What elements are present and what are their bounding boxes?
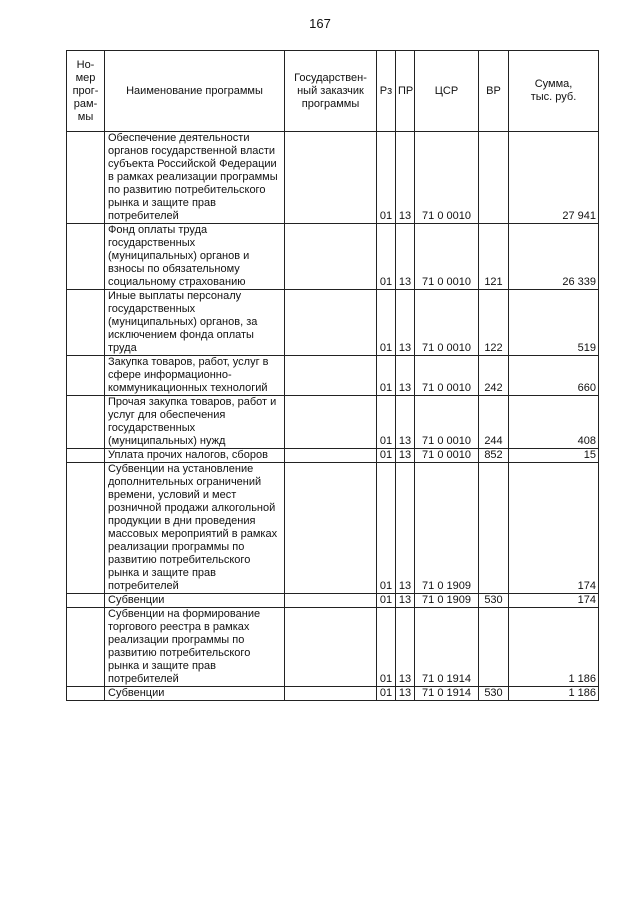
cell-program-number: [67, 224, 105, 290]
cell-pr: 13: [396, 290, 415, 356]
cell-csr: 71 0 0010: [415, 449, 479, 463]
cell-pr: 13: [396, 463, 415, 594]
cell-csr: 71 0 0010: [415, 224, 479, 290]
cell-rz: 01: [377, 132, 396, 224]
cell-rz: 01: [377, 396, 396, 449]
cell-pr: 13: [396, 594, 415, 608]
header-rz: Рз: [377, 51, 396, 132]
table-header-row: [67, 51, 599, 132]
cell-csr: 71 0 1914: [415, 687, 479, 701]
header-csr: ЦСР: [415, 51, 479, 132]
cell-program-name: Прочая закупка товаров, работ и услуг для обеспечения государственных (муниципальных) нужд: [105, 396, 285, 449]
table-row: [67, 396, 599, 449]
cell-state-customer: [285, 224, 377, 290]
cell-vr: [479, 132, 509, 224]
cell-state-customer: [285, 290, 377, 356]
cell-rz: 01: [377, 594, 396, 608]
cell-rz: 01: [377, 290, 396, 356]
cell-program-name: Субвенции: [105, 594, 285, 608]
cell-program-name: Закупка товаров, работ, услуг в сфере информационно-коммуникационных технологий: [105, 356, 285, 396]
header-state-customer: Государствен- ный заказчик программы: [285, 51, 377, 132]
cell-sum: 660: [509, 356, 599, 396]
cell-sum: 174: [509, 594, 599, 608]
cell-rz: 01: [377, 608, 396, 687]
cell-vr: 852: [479, 449, 509, 463]
cell-program-name: Уплата прочих налогов, сборов: [105, 449, 285, 463]
cell-program-number: [67, 687, 105, 701]
header-sum: Сумма, тыс. руб.: [509, 51, 599, 132]
cell-rz: 01: [377, 224, 396, 290]
table-row: [67, 132, 599, 224]
cell-program-number: [67, 449, 105, 463]
header-program-number: Но- мер прог- рам- мы: [67, 51, 105, 132]
cell-program-number: [67, 594, 105, 608]
page-number: 167: [309, 16, 331, 31]
cell-csr: 71 0 1914: [415, 608, 479, 687]
cell-vr: 121: [479, 224, 509, 290]
table-row: [67, 463, 599, 594]
table-row: [67, 224, 599, 290]
cell-program-name: Обеспечение деятельности органов государственной власти субъекта Российской Федерации в рамках реализации программы по развитию потребительского рынка и защите прав потребителей: [105, 132, 285, 224]
table-row: [67, 449, 599, 463]
cell-pr: 13: [396, 356, 415, 396]
cell-rz: 01: [377, 687, 396, 701]
cell-program-number: [67, 290, 105, 356]
cell-sum: 26 339: [509, 224, 599, 290]
cell-program-number: [67, 396, 105, 449]
cell-pr: 13: [396, 687, 415, 701]
cell-csr: 71 0 0010: [415, 290, 479, 356]
cell-csr: 71 0 0010: [415, 356, 479, 396]
table-row: [67, 290, 599, 356]
cell-program-number: [67, 608, 105, 687]
cell-csr: 71 0 1909: [415, 594, 479, 608]
cell-program-number: [67, 132, 105, 224]
cell-program-name: Субвенции на установление дополнительных ограничений времени, условий и мест розничной продажи алкогольной продукции в дни проведения массовых мероприятий в рамках реализации программы по развитию потребительского рынка и защите прав потребителей: [105, 463, 285, 594]
cell-rz: 01: [377, 463, 396, 594]
cell-sum: 1 186: [509, 608, 599, 687]
cell-rz: 01: [377, 449, 396, 463]
header-pr: ПР: [396, 51, 415, 132]
table-row: [67, 687, 599, 701]
header-vr: ВР: [479, 51, 509, 132]
cell-vr: 530: [479, 594, 509, 608]
cell-program-number: [67, 356, 105, 396]
header-program-name: Наименование программы: [105, 51, 285, 132]
cell-vr: 244: [479, 396, 509, 449]
budget-programs-table: [66, 50, 599, 701]
cell-vr: [479, 608, 509, 687]
cell-sum: 408: [509, 396, 599, 449]
cell-program-name: Субвенции на формирование торгового реестра в рамках реализации программы по развитию потребительского рынка и защите прав потребителей: [105, 608, 285, 687]
cell-csr: 71 0 0010: [415, 132, 479, 224]
cell-program-name: Иные выплаты персоналу государственных (муниципальных) органов, за исключением фонда оплаты труда: [105, 290, 285, 356]
cell-state-customer: [285, 396, 377, 449]
cell-vr: 122: [479, 290, 509, 356]
cell-state-customer: [285, 449, 377, 463]
table-row: [67, 594, 599, 608]
cell-sum: 1 186: [509, 687, 599, 701]
cell-pr: 13: [396, 396, 415, 449]
cell-csr: 71 0 0010: [415, 396, 479, 449]
cell-state-customer: [285, 608, 377, 687]
cell-sum: 174: [509, 463, 599, 594]
cell-sum: 15: [509, 449, 599, 463]
cell-vr: [479, 463, 509, 594]
cell-state-customer: [285, 594, 377, 608]
cell-state-customer: [285, 687, 377, 701]
cell-program-name: Субвенции: [105, 687, 285, 701]
cell-pr: 13: [396, 132, 415, 224]
cell-rz: 01: [377, 356, 396, 396]
cell-csr: 71 0 1909: [415, 463, 479, 594]
cell-vr: 242: [479, 356, 509, 396]
table-row: [67, 356, 599, 396]
cell-sum: 519: [509, 290, 599, 356]
cell-vr: 530: [479, 687, 509, 701]
cell-state-customer: [285, 132, 377, 224]
cell-pr: 13: [396, 608, 415, 687]
cell-state-customer: [285, 463, 377, 594]
cell-program-number: [67, 463, 105, 594]
cell-sum: 27 941: [509, 132, 599, 224]
cell-pr: 13: [396, 224, 415, 290]
cell-program-name: Фонд оплаты труда государственных (муниципальных) органов и взносы по обязательному социальному страхованию: [105, 224, 285, 290]
cell-state-customer: [285, 356, 377, 396]
table-row: [67, 608, 599, 687]
cell-pr: 13: [396, 449, 415, 463]
